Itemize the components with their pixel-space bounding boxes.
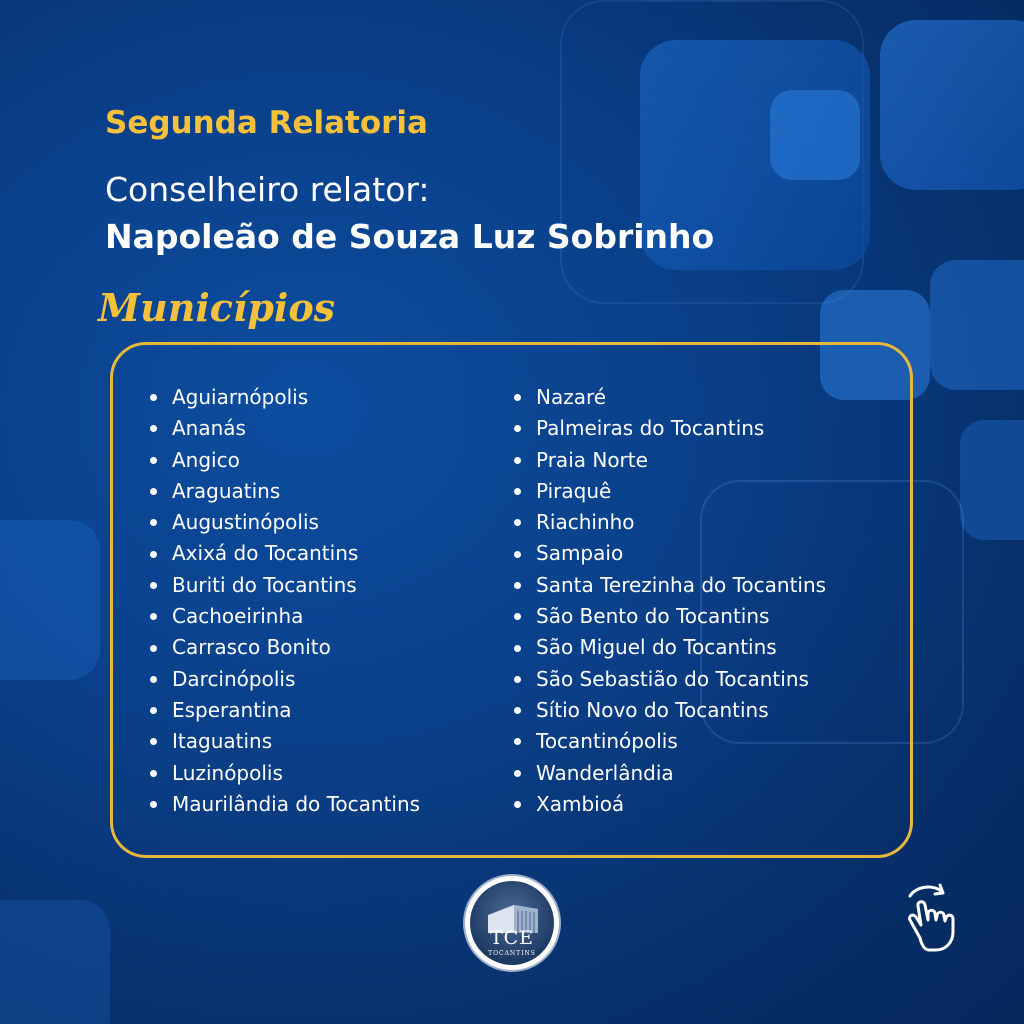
bullet-icon [150, 707, 157, 714]
bullet-icon [514, 425, 521, 432]
bullet-icon [150, 582, 157, 589]
bullet-icon [514, 394, 521, 401]
municipio-item [150, 445, 420, 476]
municipio-name: Xambioá [536, 791, 625, 816]
municipio-name: Ananás [172, 416, 246, 441]
municipio-name: Aguiarnópolis [172, 385, 309, 409]
bullet-icon [150, 394, 157, 401]
decor-square [770, 90, 860, 180]
municipio-item [514, 664, 826, 695]
municipio-item [150, 382, 420, 413]
decor-square [880, 20, 1024, 190]
municipio-item [150, 507, 420, 538]
municipio-name: Praia Norte [536, 447, 648, 472]
municipio-name: Nazaré [536, 385, 607, 409]
municipio-name: Riachinho [536, 510, 635, 535]
municipios-list-left [150, 382, 420, 820]
logo-title: TCE [489, 927, 535, 949]
bullet-icon [514, 738, 521, 745]
municipio-item [150, 601, 420, 632]
decor-square [0, 900, 110, 1024]
municipio-name: São Sebastião do Tocantins [536, 666, 809, 691]
municipio-name: Wanderlândia [536, 760, 674, 785]
bullet-icon [150, 801, 157, 808]
municipio-name: Esperantina [172, 697, 292, 722]
logo-subtitle: TOCANTINS [488, 950, 536, 957]
municipio-item [150, 664, 420, 695]
bullet-icon [514, 613, 521, 620]
municipio-item [150, 570, 420, 601]
municipio-name: Itaguatins [172, 729, 273, 754]
bullet-icon [514, 707, 521, 714]
bullet-icon [150, 488, 157, 495]
municipio-item [150, 758, 420, 789]
municipio-name: São Bento do Tocantins [536, 604, 770, 629]
municipio-name: Buriti do Tocantins [172, 572, 357, 597]
municipio-name: Luzinópolis [172, 760, 283, 785]
municipio-item [514, 758, 826, 789]
municipio-item [514, 632, 826, 663]
municipio-item [514, 445, 826, 476]
bullet-icon [150, 425, 157, 432]
bullet-icon [514, 801, 521, 808]
municipio-item [150, 413, 420, 444]
municipio-name: Araguatins [172, 478, 281, 503]
kicker-title: Segunda Relatoria [105, 105, 428, 141]
bullet-icon [150, 676, 157, 683]
bullet-icon [514, 582, 521, 589]
bullet-icon [150, 457, 157, 464]
decor-square [0, 520, 100, 680]
municipio-name: Tocantinópolis [536, 729, 678, 754]
municipio-item [514, 476, 826, 507]
municipio-item [514, 382, 826, 413]
section-title: Municípios [98, 285, 336, 330]
municipio-item [150, 695, 420, 726]
municipio-name: Piraquê [536, 478, 612, 503]
municipio-item [514, 601, 826, 632]
bullet-icon [150, 519, 157, 526]
municipio-item [514, 507, 826, 538]
municipio-item [150, 538, 420, 569]
bullet-icon [150, 645, 157, 652]
municipio-name: Maurilândia do Tocantins [172, 791, 421, 816]
municipio-name: Sítio Novo do Tocantins [536, 697, 769, 722]
municipio-item [514, 789, 826, 820]
municipio-name: Axixá do Tocantins [172, 541, 359, 566]
municipio-item [150, 476, 420, 507]
bullet-icon [150, 551, 157, 558]
bullet-icon [150, 738, 157, 745]
swipe-hand-icon[interactable] [896, 880, 972, 956]
municipio-item [150, 789, 420, 820]
logo-emblem [470, 881, 554, 965]
municipio-item [150, 632, 420, 663]
bullet-icon [514, 551, 521, 558]
municipio-name: Carrasco Bonito [172, 635, 331, 660]
municipio-name: Cachoeirinha [172, 604, 304, 629]
municipio-item [514, 695, 826, 726]
municipio-item [514, 726, 826, 757]
tce-logo [465, 876, 559, 970]
municipio-name: Augustinópolis [172, 510, 319, 535]
municipio-item [150, 726, 420, 757]
bullet-icon [514, 676, 521, 683]
councillor-name: Napoleão de Souza Luz Sobrinho [105, 217, 715, 256]
municipio-item [514, 413, 826, 444]
municipio-name: Santa Terezinha do Tocantins [536, 572, 827, 597]
municipios-list-right [514, 382, 826, 820]
municipio-item [514, 570, 826, 601]
bullet-icon [150, 770, 157, 777]
bullet-icon [514, 770, 521, 777]
municipio-name: Angico [172, 447, 240, 472]
municipio-name: Palmeiras do Tocantins [536, 416, 765, 441]
bullet-icon [514, 519, 521, 526]
role-label: Conselheiro relator: [105, 170, 430, 209]
municipio-item [514, 538, 826, 569]
municipio-name: São Miguel do Tocantins [536, 635, 777, 660]
bullet-icon [150, 613, 157, 620]
decor-square [930, 260, 1024, 390]
decor-square [960, 420, 1024, 540]
bullet-icon [514, 457, 521, 464]
bullet-icon [514, 645, 521, 652]
municipio-name: Sampaio [536, 541, 624, 566]
bullet-icon [514, 488, 521, 495]
municipio-name: Darcinópolis [172, 666, 296, 691]
